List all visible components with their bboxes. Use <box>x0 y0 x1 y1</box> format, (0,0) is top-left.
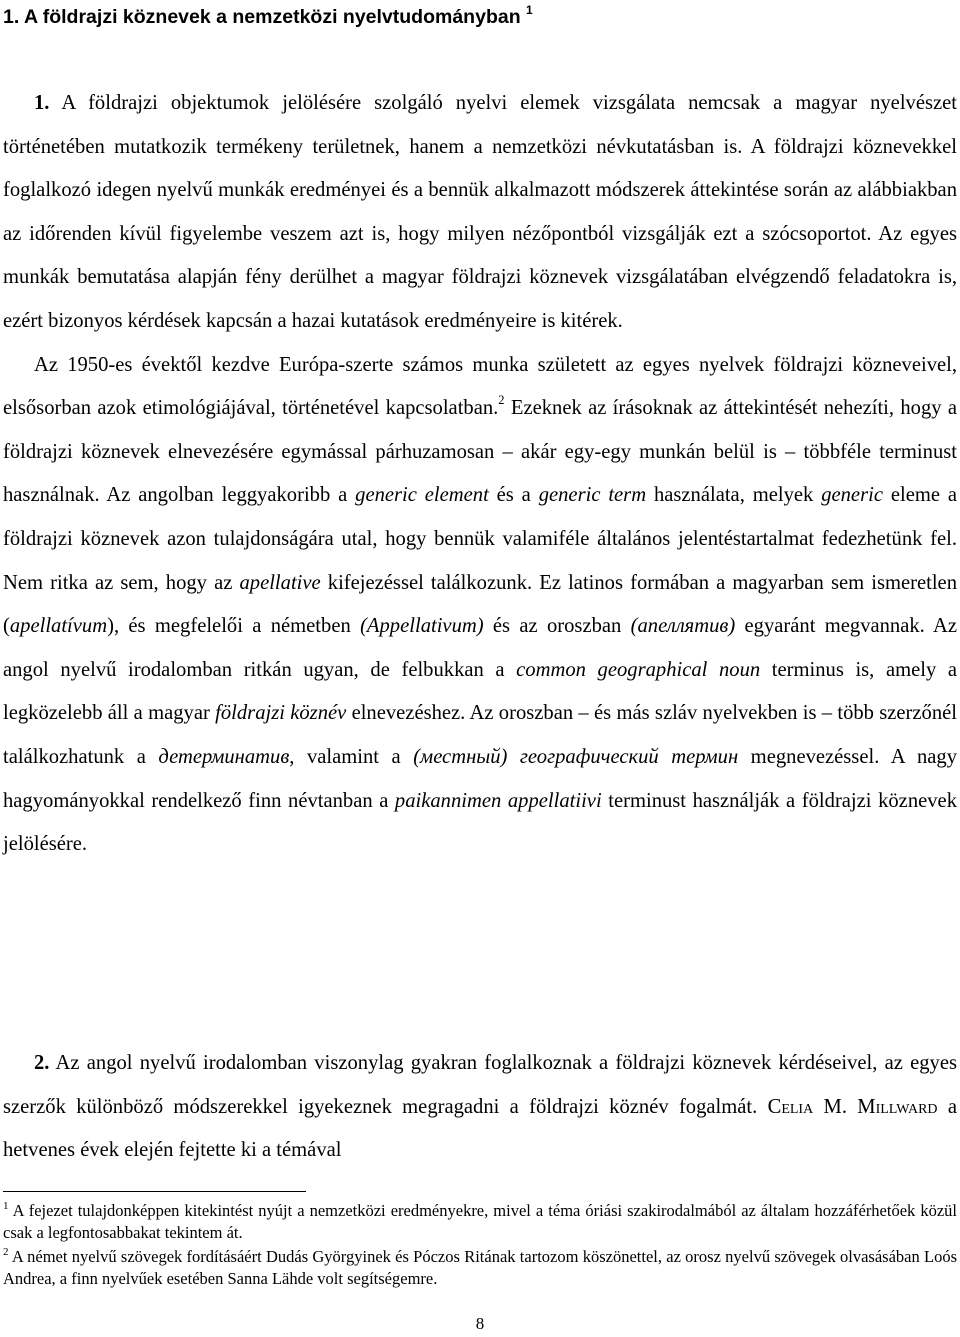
term: (Appellativum) <box>360 615 484 638</box>
text-run: a hetvenes évek elején fejtette ki a témával <box>3 1095 957 1162</box>
term: földrajzi köznév <box>215 702 347 725</box>
text-run: elnevezéshez. Az oroszban – és más szláv nyelvekben is – több szerzőnél találkozhatunk a <box>3 702 958 768</box>
footnote-marker: 2 <box>3 1246 9 1258</box>
footnote-separator <box>3 1191 306 1192</box>
footnote-marker: 1 <box>3 1200 9 1212</box>
term: generic <box>821 484 883 507</box>
text-run: , valamint a <box>289 745 414 768</box>
term: (местный) географический термин <box>413 745 739 768</box>
term: (апеллятив) <box>630 615 736 638</box>
text-run: Az angol nyelvű irodalomban viszonylag gyakran foglalkoznak a földrajzi köznevek kérdéseivel, az egyes szerzők különböző módszerekkel igyekeznek megragadni a földrajzi köznév fogalmát. <box>3 1052 957 1118</box>
term: детерминатив <box>158 745 290 768</box>
footnote-text: A német nyelvű szövegek fordításáért Dudás Györgyinek és Póczos Ritának tartozom köszönettel, az orosz nyelvű szövegek olvasásában Loós Andrea, a finn nyelvűek esetében Sanna Lähde volt segítségemre. <box>3 1247 957 1288</box>
paragraph-2 <box>3 1042 957 1173</box>
text-run: használata, melyek <box>646 484 822 507</box>
paragraph-number: 1. <box>34 92 50 114</box>
term: generic term <box>538 484 647 507</box>
text-run: terminus is, amely a legközelebb áll a magyar <box>3 658 958 725</box>
footnote-text: A fejezet tulajdonképpen kitekintést nyújt a nemzetközi eredményekre, mivel a téma óriási szakirodalmából az általam hozzáférhetőek közül csak a legfontosabbakat tekintem át. <box>3 1201 957 1242</box>
footnote-1 <box>3 1200 957 1244</box>
footnote-2 <box>3 1246 957 1290</box>
text-run: egyaránt megvannak. Az angol nyelvű irodalomban ritkán ugyan, de felbukkan a <box>3 615 957 681</box>
text-run: ), és megfelelői a németben <box>107 615 361 638</box>
term: apellatívum <box>9 615 108 638</box>
term: apellative <box>239 571 321 594</box>
paragraph-1 <box>3 82 957 867</box>
author-name: Celia M. Millward <box>767 1095 938 1118</box>
text-run: megnevezéssel. A nagy hagyományokkal rendelkező finn névtanban a <box>3 745 957 812</box>
footnotes <box>3 1200 957 1292</box>
term: paikannimen appellatiivi <box>394 789 602 812</box>
text-run: eleme a földrajzi köznevek azon tulajdonságára utal, hogy bennük valamiféle általános jelentéstartalmat fedezhetünk fel. Nem ritka az sem, hogy az <box>3 484 958 594</box>
chapter-title-text: 1. A földrajzi köznevek a nemzetközi nyelvtudományban <box>3 6 521 28</box>
text-run: A földrajzi objektumok jelölésére szolgáló nyelvi elemek vizsgálata nemcsak a magyar nyelvészet történetében mutatkozik termékeny területnek, hanem a nemzetközi névkutatásban is. A földrajzi köznevekkel foglalkozó idegen nyelvű munkák eredményei és a bennük alkalmazott módszerek áttekintése során az alábbiakban az időrenden kívül figyelembe veszem azt is, hogy milyen nézőpontból vizsgálják ezt a szócsoportot. Az egyes munkák bemutatása alapján fény derülhet a magyar földrajzi köznevek vizsgálatában elvégzendő feladatokra is, ezért bizonyos kérdések kapcsán a hazai kutatások eredményeire is kitérek. <box>3 92 957 332</box>
text-run: Ezeknek az írásoknak az áttekintését nehezíti, hogy a földrajzi köznevek elnevezésére egymással párhuzamosan – akár egy-egy munkán belül is – többféle terminust használnak. Az angolban leggyakoribb a <box>3 397 957 507</box>
text-run: terminust használják a földrajzi köznevek jelölésére. <box>3 789 957 856</box>
footnote-ref-1[interactable]: 1 <box>526 3 533 17</box>
term: generic element <box>355 484 489 507</box>
paragraph-number: 2. <box>34 1052 50 1074</box>
text-run: Az 1950-es évektől kezdve Európa-szerte számos munka született az egyes nyelvek földrajzi közneveivel, elsősorban azok etimológiájával, történetével kapcsolatban. <box>3 353 957 420</box>
chapter-title <box>3 3 943 31</box>
text-run: kifejezéssel találkozunk. Ez latinos formában a magyarban sem ismeretlen ( <box>3 571 957 638</box>
term: common geographical noun <box>516 658 761 681</box>
footnote-ref-2[interactable]: 2 <box>498 393 505 408</box>
page-number: 8 <box>475 1314 485 1333</box>
text-run: és a <box>488 484 539 507</box>
text-run: és az oroszban <box>483 615 631 638</box>
